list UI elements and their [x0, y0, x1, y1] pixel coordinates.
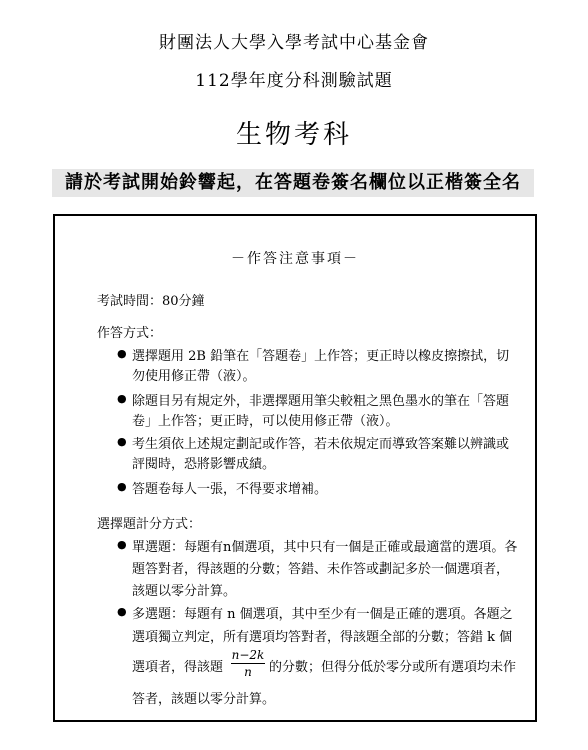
method-bullet-1-line-1: 選擇題用 2B 鉛筆在「答題卷」上作答；更正時以橡皮擦擦拭，切 [132, 349, 510, 364]
single-choice-line-1: 單選題：每題有n個選項，其中只有一個是正確或最適當的選項。各 [132, 540, 518, 555]
method-bullet-2-line-2: 卷」上作答；更正時，可以使用修正帶（液）。 [132, 414, 399, 429]
multi-choice-line-3-start: 選項者，得該題 [132, 660, 224, 675]
exam-title: 112學年度分科測驗試題 [195, 71, 393, 91]
single-choice-line-2: 題答對者，得該題的分數；答錯、未作答或劃記多於一個選項者， [132, 562, 510, 577]
method-bullet-3-line-1: 考生須依上述規定劃記或作答，若未依規定而導致答案難以辨識或 [132, 437, 510, 452]
fraction-numerator: n−2k [231, 648, 265, 662]
method-bullet-2-line-1: 除題目另有規定外，非選擇題用筆尖較粗之黑色墨水的筆在「答題 [132, 394, 510, 409]
method-bullet-3-line-2: 評閱時，恐將影響成績。 [132, 457, 276, 472]
bullet-icon: ● [117, 538, 127, 551]
scoring-heading: 選擇題計分方式： [97, 517, 202, 532]
subject-title: 生物考科 [235, 120, 352, 150]
method-bullet-1-line-2: 勿使用修正帶（液）。 [132, 369, 256, 384]
bullet-icon: ● [117, 392, 127, 405]
organization-name: 財團法人大學入學考試中心基金會 [159, 33, 429, 53]
method-bullet-4-line-1: 答題卷每人一張，不得要求增補。 [132, 482, 328, 497]
instructions-title: －作答注意事項－ [231, 251, 359, 267]
score-fraction [231, 648, 265, 679]
bullet-icon: ● [117, 605, 127, 618]
signature-notice: 請於考試開始鈴響起，在答題卷簽名欄位以正楷簽全名 [52, 169, 534, 197]
multi-choice-line-3-end: 的分數；但得分低於零分或所有選項均未作 [269, 660, 517, 675]
multi-choice-line-2: 選項獨立判定，所有選項均答對者，得該題全部的分數；答錯 k 個 [132, 630, 513, 645]
multi-choice-line-1: 多選題：每題有 n 個選項，其中至少有一個是正確的選項。各題之 [132, 607, 513, 622]
multi-choice-line-4: 答者，該題以零分計算。 [132, 692, 276, 707]
fraction-denominator: n [244, 665, 252, 679]
bullet-icon: ● [117, 480, 127, 493]
exam-time: 考試時間：80分鐘 [97, 294, 205, 309]
method-heading: 作答方式： [97, 326, 163, 341]
single-choice-line-3: 該題以零分計算。 [132, 584, 237, 599]
bullet-icon: ● [117, 435, 127, 448]
bullet-icon: ● [117, 347, 127, 360]
instructions-box [53, 214, 537, 722]
